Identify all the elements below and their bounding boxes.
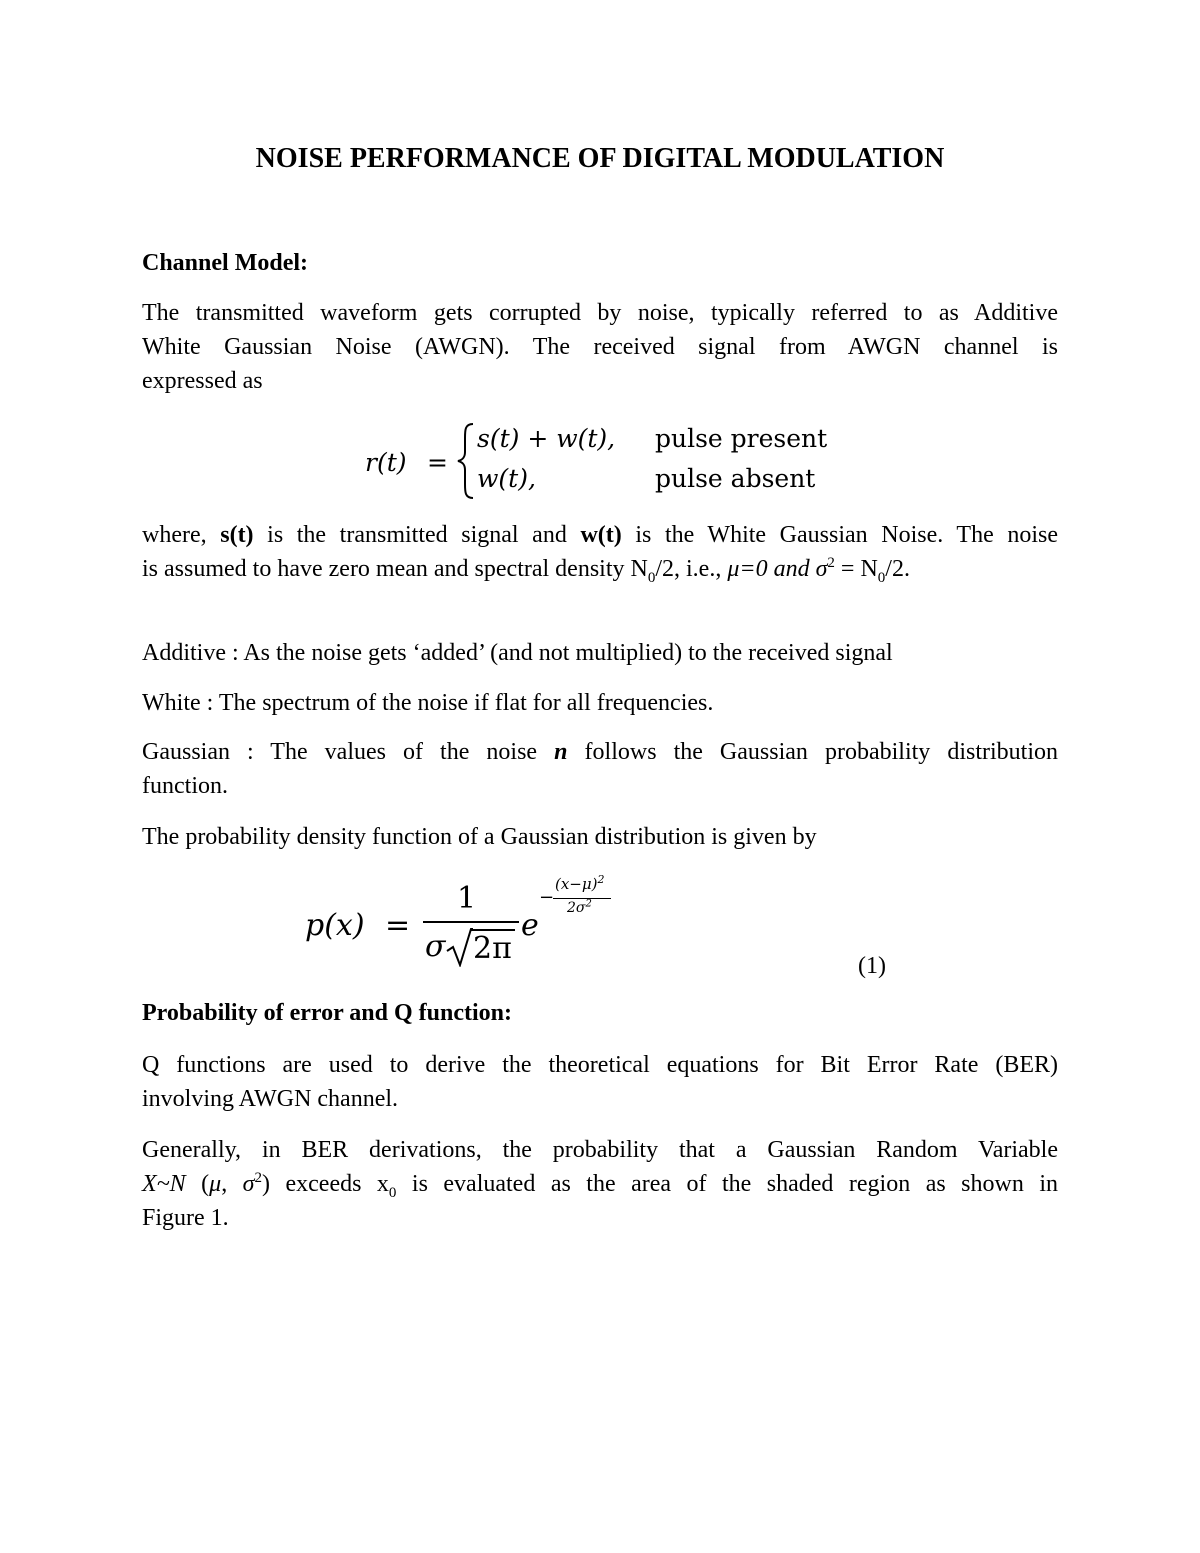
text-line: Generally, in BER derivations, the probability that a Gaussian Random Variable [142, 1137, 1058, 1163]
text-line [142, 518, 1058, 552]
text-span: Gaussian : The values of the noise [142, 739, 555, 765]
case2-condition: pulse absent [655, 464, 816, 493]
superscript: 2 [585, 898, 592, 910]
eq-lhs: r(t) [365, 448, 407, 477]
text-span: 2σ [567, 900, 586, 916]
heading-probability-error: Probability of error and Q function: [142, 1000, 513, 1026]
sqrt-icon [445, 927, 473, 967]
superscript: 2 [254, 1170, 263, 1186]
subscript: 0 [647, 569, 656, 586]
symbol-s-t: s(t) [220, 522, 254, 548]
mu-sigma-text: μ=0 and σ [727, 556, 828, 582]
exp-denominator [567, 900, 592, 916]
text-line: The transmitted waveform gets corrupted by noise, typically referred to as Additive [142, 300, 1058, 326]
text-span: , [221, 1171, 243, 1197]
text-line: function. [142, 773, 228, 799]
text-span: /2. [885, 556, 910, 582]
case1-condition: pulse present [655, 424, 828, 453]
text-span: follows the Gaussian probability distribution [567, 739, 1058, 765]
text-line: Additive : As the noise gets ‘added’ (and not multiplied) to the received signal [142, 640, 893, 666]
left-brace-icon [455, 422, 477, 500]
paragraph-channel-model [142, 296, 1058, 398]
case1-expression: s(t) + w(t), [477, 424, 616, 453]
text-line [142, 735, 1058, 769]
text-line: involving AWGN channel. [142, 1086, 399, 1112]
equation-received-signal [365, 422, 835, 502]
paragraph-where [142, 518, 1058, 586]
text-line: White : The spectrum of the noise if flat for all frequencies. [142, 690, 714, 716]
exp-numerator [555, 875, 604, 893]
symbol-w-t: w(t) [580, 522, 622, 548]
subscript: 0 [388, 1184, 397, 1201]
superscript: 2 [597, 873, 605, 886]
denominator-root: 2π [473, 931, 512, 966]
paragraph-ber-derivation [142, 1133, 1058, 1235]
equation-gaussian-pdf [305, 875, 625, 975]
exp-base: e [521, 908, 539, 943]
text-line: The probability density function of a Gaussian distribution is given by [142, 824, 817, 850]
text-span: is evaluated as the area of the shaded region as shown in [396, 1171, 1058, 1197]
symbol-sigma: σ [242, 1171, 255, 1197]
random-variable-x: X~N [142, 1171, 186, 1197]
text-span: is the White Gaussian Noise. The noise [621, 522, 1058, 548]
equation-number: (1) [858, 953, 886, 979]
text-line [142, 552, 1058, 586]
text-span: ) exceeds x [262, 1171, 389, 1197]
text-span: ( [185, 1171, 210, 1197]
text-line [142, 1167, 1058, 1201]
text-span: where, [142, 522, 221, 548]
text-line: Figure 1. [142, 1205, 229, 1231]
symbol-n: n [554, 739, 568, 765]
case2-expression: w(t), [477, 464, 536, 493]
eq-lhs: p(x) [305, 908, 365, 943]
text-line: expressed as [142, 368, 263, 394]
exp-minus: − [539, 887, 555, 908]
paragraph-additive [142, 636, 1058, 670]
superscript: 2 [827, 555, 835, 571]
text-span: (x−μ) [555, 875, 598, 893]
denominator-sigma: σ [425, 929, 446, 964]
heading-channel-model: Channel Model: [142, 250, 309, 276]
text-line: Q functions are used to derive the theoretical equations for Bit Error Rate (BER) [142, 1052, 1058, 1078]
fraction-bar [423, 921, 519, 923]
symbol-mu: μ [209, 1171, 222, 1197]
text-span: is assumed to have zero mean and spectral density N [142, 556, 648, 582]
text-span: = N [834, 556, 878, 582]
eq-equals: = [385, 908, 411, 943]
paragraph-white [142, 686, 1058, 720]
eq-equals: = [427, 448, 448, 477]
paragraph-pdf-intro [142, 820, 1058, 854]
exp-fraction-bar [553, 898, 611, 899]
text-span: /2, i.e., [655, 556, 728, 582]
paragraph-q-functions [142, 1048, 1058, 1116]
subscript: 0 [877, 569, 886, 586]
text-line: White Gaussian Noise (AWGN). The received signal from AWGN channel is [142, 334, 1058, 360]
text-span: is the transmitted signal and [253, 522, 581, 548]
fraction-numerator: 1 [457, 881, 477, 916]
page-title: NOISE PERFORMANCE OF DIGITAL MODULATION [255, 143, 945, 174]
paragraph-gaussian [142, 735, 1058, 803]
